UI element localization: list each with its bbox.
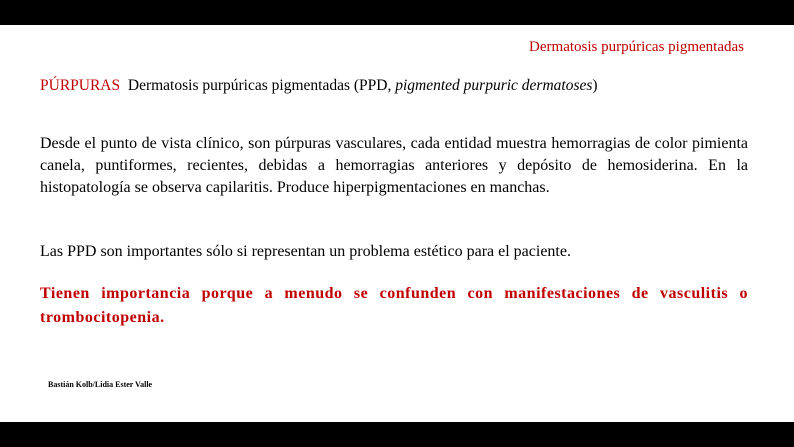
- aesthetic-note: Las PPD son importantes sólo si representan un problema estético para el paciente.: [40, 243, 571, 260]
- topic-english-term: pigmented purpuric dermatoses: [395, 77, 593, 94]
- topic-text: Dermatosis purpúricas pigmentadas (PPD,: [127, 77, 396, 94]
- topic-closing-paren: ): [592, 77, 598, 94]
- author-credit: Bastián Kolb/Lidia Ester Valle: [48, 380, 153, 389]
- clinical-description: Desde el punto de vista clínico, son púrpuras vasculares, cada entidad muestra hemorragias de color pimienta canela, puntiformes, recientes, debidas a hemorragias anteriores y depósito de hemosiderina. En la histopatología se observa capilaritis. Produce hiperpigmentaciones en manchas.: [40, 135, 748, 196]
- topic-line: [40, 77, 598, 95]
- importance-highlight: Tienen importancia porque a menudo se confunden con manifestaciones de vasculitis o trombocitopenia.: [40, 285, 748, 326]
- topic-label: PÚRPURAS: [40, 77, 121, 94]
- slide: [0, 25, 794, 422]
- slide-title: Dermatosis purpúricas pigmentadas: [529, 39, 744, 55]
